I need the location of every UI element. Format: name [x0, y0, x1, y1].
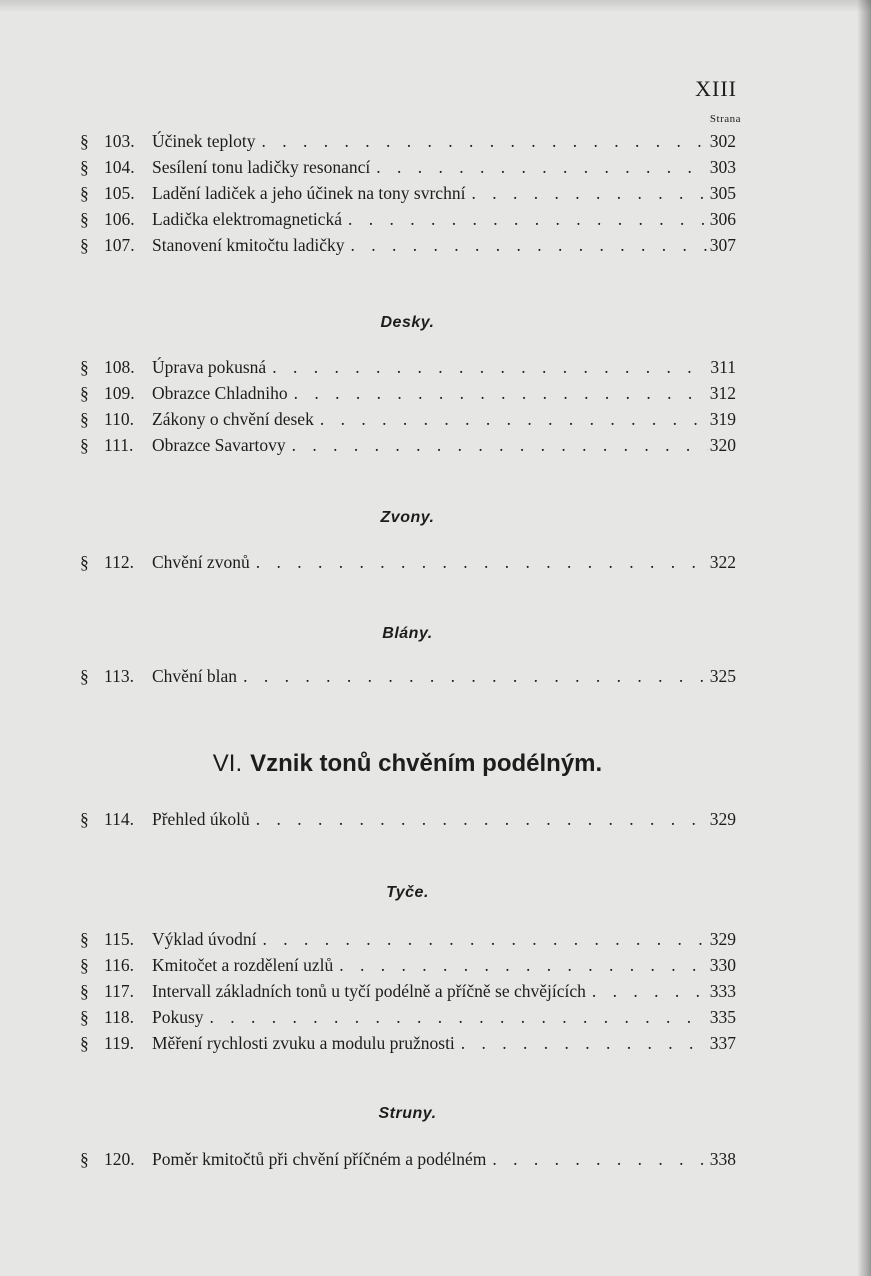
- entry-title: Intervall základních tonů u tyčí podélně a příčně se chvějících: [152, 981, 586, 1001]
- entry-number: 115.: [104, 929, 134, 949]
- entry-title: Měření rychlosti zvuku a modulu pružnosti: [152, 1033, 455, 1053]
- entry-page: 320: [709, 435, 736, 455]
- entry-title: Obrazce Chladniho: [152, 383, 288, 403]
- toc-entry: [80, 131, 736, 157]
- dot-leader: [250, 809, 708, 830]
- entry-title: Obrazce Savartovy: [152, 435, 286, 455]
- dot-leader: [455, 1033, 708, 1054]
- dot-leader: [256, 131, 708, 152]
- dot-leader: [586, 981, 708, 1002]
- chapter-title: Vznik tonů chvěním podélným.: [250, 750, 603, 777]
- entry-number: 119.: [104, 1033, 134, 1053]
- entry-title: Ladění ladiček a jeho účinek na tony svrchní: [152, 183, 466, 203]
- entry-page: 329: [709, 809, 736, 829]
- dot-leader: [370, 157, 708, 178]
- dot-leader: [465, 183, 707, 204]
- entry-page: 311: [710, 357, 736, 377]
- entry-page: 322: [709, 552, 736, 572]
- dot-leader: [288, 383, 708, 404]
- dot-leader: [342, 209, 708, 230]
- entry-number: 106.: [104, 209, 135, 229]
- section-sign: §: [80, 666, 89, 686]
- entry-page: 329: [709, 929, 736, 949]
- entry-title: Pokusy: [152, 1007, 204, 1027]
- entry-page: 306: [709, 209, 736, 229]
- entry-page: 319: [709, 409, 736, 429]
- toc-entry: [80, 1149, 736, 1175]
- entry-title: Přehled úkolů: [152, 809, 250, 829]
- entry-number: 104.: [104, 157, 135, 177]
- entry-page: 330: [709, 955, 736, 975]
- entry-page: 302: [709, 131, 736, 151]
- toc-entry: [80, 235, 736, 261]
- page-edge-shadow: [0, 0, 871, 12]
- entry-page: 305: [709, 183, 736, 203]
- section-sign: §: [80, 157, 89, 177]
- section-sign: §: [80, 409, 89, 429]
- entry-title: Chvění zvonů: [152, 552, 250, 572]
- entry-page: 335: [709, 1007, 736, 1027]
- entry-title: Stanovení kmitočtu ladičky: [152, 235, 345, 255]
- toc-entry: [80, 1007, 736, 1033]
- section-sign: §: [80, 357, 89, 377]
- toc-entry: [80, 209, 736, 235]
- dot-leader: [204, 1007, 708, 1028]
- entry-number: 113.: [104, 666, 134, 686]
- dot-leader: [266, 357, 708, 378]
- toc-entry: [80, 1033, 736, 1059]
- entry-number: 109.: [104, 383, 135, 403]
- entry-number: 107.: [104, 235, 135, 255]
- entry-number: 103.: [104, 131, 135, 151]
- section-heading: Struny.: [378, 1105, 437, 1122]
- dot-leader: [333, 955, 708, 976]
- entry-number: 120.: [104, 1149, 135, 1169]
- section-sign: §: [80, 1007, 89, 1027]
- toc-entry: [80, 383, 736, 409]
- entry-title: Ladička elektromagnetická: [152, 209, 342, 229]
- toc-entry: [80, 409, 736, 435]
- entry-page: 303: [709, 157, 736, 177]
- entry-page: 307: [709, 235, 736, 255]
- entry-title: Výklad úvodní: [152, 929, 257, 949]
- dot-leader: [250, 552, 708, 573]
- dot-leader: [286, 435, 708, 456]
- section-heading: Desky.: [380, 314, 435, 331]
- entry-title: Kmitočet a rozdělení uzlů: [152, 955, 334, 975]
- entry-number: 116.: [104, 955, 134, 975]
- toc-entry: [80, 157, 736, 183]
- toc-entry: [80, 552, 736, 578]
- section-sign: §: [80, 1149, 89, 1169]
- entry-number: 117.: [104, 981, 134, 1001]
- entry-title: Poměr kmitočtů při chvění příčném a podélném: [152, 1149, 487, 1169]
- entry-page: 325: [709, 666, 736, 686]
- page-column-label: Strana: [709, 113, 741, 125]
- entry-page: 338: [709, 1149, 736, 1169]
- entry-title: Chvění blan: [152, 666, 238, 686]
- dot-leader: [257, 929, 708, 950]
- toc-entry: [80, 357, 736, 383]
- toc-entry: [80, 183, 736, 209]
- toc-entry: [80, 435, 736, 461]
- entry-number: 118.: [104, 1007, 134, 1027]
- toc-entry: [80, 955, 736, 981]
- section-sign: §: [80, 209, 89, 229]
- section-sign: §: [80, 1033, 89, 1053]
- toc-entry: [80, 809, 736, 835]
- dot-leader: [237, 666, 708, 687]
- page-gutter-shadow: [857, 0, 871, 1276]
- entry-title: Zákony o chvění desek: [152, 409, 314, 429]
- entry-number: 112.: [104, 552, 134, 572]
- toc-entry: [80, 666, 736, 692]
- entry-number: 111.: [104, 435, 134, 455]
- entry-number: 105.: [104, 183, 135, 203]
- section-heading: Tyče.: [386, 884, 429, 901]
- section-sign: §: [80, 809, 89, 829]
- section-sign: §: [80, 235, 89, 255]
- dot-leader: [314, 409, 708, 430]
- entry-title: Sesílení tonu ladičky resonancí: [152, 157, 371, 177]
- entry-page: 333: [709, 981, 736, 1001]
- entry-title: Účinek teploty: [152, 131, 256, 151]
- entry-page: 337: [709, 1033, 736, 1053]
- section-sign: §: [80, 131, 89, 151]
- section-sign: §: [80, 183, 89, 203]
- section-heading: Blány.: [382, 625, 433, 642]
- chapter-roman-numeral: VI.: [212, 750, 243, 777]
- entry-number: 114.: [104, 809, 134, 829]
- section-sign: §: [80, 383, 89, 403]
- section-sign: §: [80, 929, 89, 949]
- entry-number: 110.: [104, 409, 134, 429]
- section-sign: §: [80, 981, 89, 1001]
- entry-title: Úprava pokusná: [152, 357, 267, 377]
- section-sign: §: [80, 955, 89, 975]
- dot-leader: [486, 1149, 707, 1170]
- entry-number: 108.: [104, 357, 135, 377]
- toc-entry: [80, 929, 736, 955]
- section-sign: §: [80, 552, 89, 572]
- toc-entry: [80, 981, 736, 1007]
- section-heading: Zvony.: [380, 509, 435, 526]
- chapter-heading: [0, 750, 815, 778]
- section-sign: §: [80, 435, 89, 455]
- page-number: XIII: [695, 76, 737, 101]
- dot-leader: [344, 235, 707, 256]
- entry-page: 312: [709, 383, 736, 403]
